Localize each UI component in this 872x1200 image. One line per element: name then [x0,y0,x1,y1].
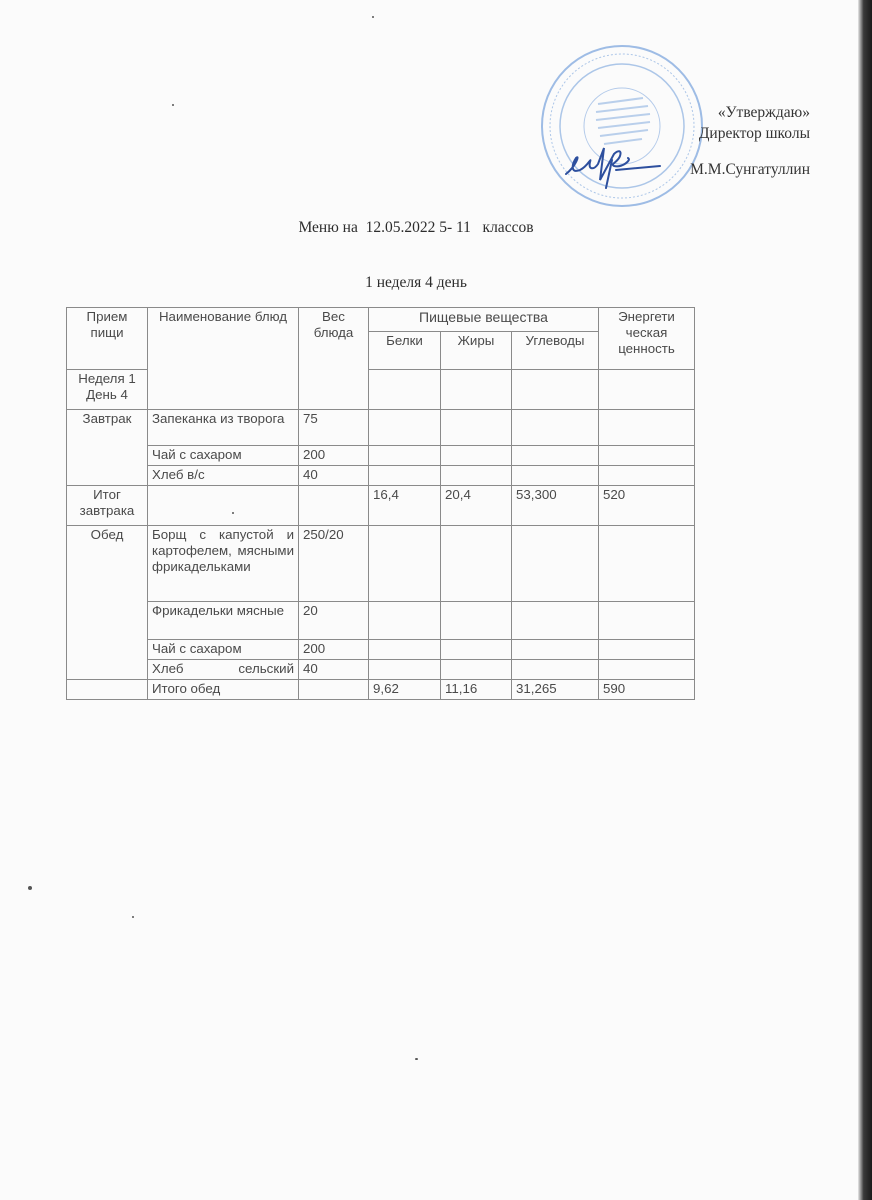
approval-position: Директор школы [698,125,810,142]
menu-table [66,307,695,700]
scan-speck [415,1058,418,1060]
week-label: Неделя 1 День 4 [67,370,148,410]
breakfast-total-protein: 16,4 [369,486,441,526]
dish-weight: 200 [299,446,369,466]
lunch-label: Обед [67,526,148,680]
lunch-total-protein: 9,62 [369,680,441,700]
lunch-total-fat: 11,16 [441,680,512,700]
header-nutrients: Пищевые вещества [369,308,599,332]
header-energy: Энергети ческая ценность [599,308,695,370]
approval-heading: «Утверждаю» [717,104,810,121]
dish-weight: 20 [299,602,369,640]
header-protein: Белки [369,332,441,370]
week-day-label: 1 неделя 4 день [365,274,467,291]
dish-name: Чай с сахаром [148,640,299,660]
director-name: М.М.Сунгатуллин [690,161,810,178]
scan-speck [132,916,134,918]
dish-name: Хлеб сельский [148,660,299,680]
approval-block [550,102,810,180]
dish-name: Хлеб в/с [148,466,299,486]
header-carbs: Углеводы [512,332,599,370]
dish-weight: 200 [299,640,369,660]
lunch-total-energy: 590 [599,680,695,700]
dish-name: Запеканка из творога [148,410,299,446]
scan-speck [172,104,174,106]
dish-name: Борщ с капустой и картофелем, мясными фрикадельками [148,526,299,602]
dish-name: Фрикадельки мясные [148,602,299,640]
scan-speck [372,16,374,18]
breakfast-total-label: Итог завтрака [67,486,148,526]
breakfast-total-fat: 20,4 [441,486,512,526]
dish-weight: 250/20 [299,526,369,602]
breakfast-label: Завтрак [67,410,148,486]
header-weight: Вес блюда [299,308,369,410]
scan-edge [858,0,872,1200]
menu-title: Меню на 12.05.2022 5- 11 классов [298,219,534,236]
dish-name: Чай с сахаром [148,446,299,466]
header-dish: Наименование блюд [148,308,299,410]
lunch-total-carbs: 31,265 [512,680,599,700]
header-meal: Прием пищи [67,308,148,370]
header-fat: Жиры [441,332,512,370]
dish-weight: 40 [299,466,369,486]
lunch-total-label: Итого обед [148,680,299,700]
scan-speck [28,886,32,890]
breakfast-total-energy: 520 [599,486,695,526]
dish-weight: 75 [299,410,369,446]
dish-weight: 40 [299,660,369,680]
scan-speck [232,512,234,514]
breakfast-total-carbs: 53,300 [512,486,599,526]
